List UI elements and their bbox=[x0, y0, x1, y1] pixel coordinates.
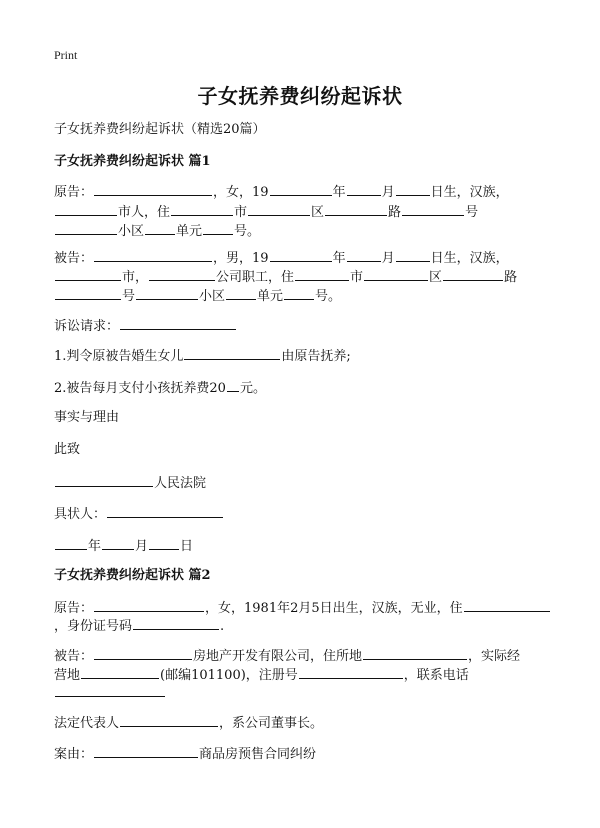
blank-field bbox=[226, 285, 256, 300]
blank-field bbox=[55, 201, 117, 216]
blank-field bbox=[145, 220, 175, 235]
blank-field bbox=[443, 266, 503, 281]
blank-field bbox=[102, 535, 134, 550]
blank-field bbox=[402, 201, 464, 216]
s1-defendant-line2: 市， 公司职工，住 市 区 路 bbox=[54, 266, 517, 288]
blank-field bbox=[94, 181, 212, 196]
blank-field bbox=[396, 181, 430, 196]
s1-plaintiff-line1: 原告： ，女，19 年 月 日生，汉族， bbox=[54, 181, 509, 203]
s1-date-line: 年 月 日 bbox=[54, 535, 193, 557]
s1-claims-line bbox=[54, 315, 237, 337]
blank-field bbox=[149, 535, 179, 550]
s1-salute: 此致 bbox=[54, 442, 81, 457]
blank-field bbox=[363, 645, 467, 660]
blank-field bbox=[55, 285, 121, 300]
blank-field bbox=[55, 220, 117, 235]
blank-field bbox=[347, 181, 381, 196]
s1-plaintiff-label: 原告： bbox=[54, 185, 94, 200]
s1-claim1: 1.判令原被告婚生女儿 由原告抚养; bbox=[54, 345, 351, 367]
document-title: 子女抚养费纠纷起诉状 bbox=[197, 84, 403, 108]
blank-field bbox=[171, 201, 233, 216]
s2-defendant-line3 bbox=[54, 682, 166, 704]
blank-field bbox=[347, 247, 381, 262]
s2-rep-line: 法定代表人 ，系公司董事长。 bbox=[54, 712, 323, 734]
s1-defendant-label: 被告： bbox=[54, 251, 94, 266]
s2-defendant-line1: 被告： 房地产开发有限公司，住所地 ，实际经 bbox=[54, 645, 520, 667]
blank-field bbox=[120, 712, 218, 727]
blank-field bbox=[81, 664, 159, 679]
blank-field bbox=[203, 220, 233, 235]
intro-line: 子女抚养费纠纷起诉状（精选20篇） bbox=[54, 122, 266, 137]
blank-field bbox=[396, 247, 430, 262]
print-label[interactable]: Print bbox=[54, 48, 78, 62]
blank-field bbox=[149, 266, 215, 281]
blank-field bbox=[94, 645, 192, 660]
blank-field bbox=[364, 266, 428, 281]
blank-field bbox=[299, 664, 403, 679]
claims-label: 诉讼请求： bbox=[54, 319, 120, 334]
blank-field bbox=[295, 266, 349, 281]
s1-court-line: 人民法院 bbox=[54, 472, 206, 494]
blank-field bbox=[325, 201, 387, 216]
blank-field bbox=[55, 535, 87, 550]
blank-field bbox=[284, 285, 314, 300]
blank-field bbox=[94, 247, 212, 262]
blank-field bbox=[55, 472, 153, 487]
s1-signer-line: 具状人： bbox=[54, 503, 224, 525]
blank-field bbox=[464, 597, 550, 612]
blank-field bbox=[248, 201, 310, 216]
section2-heading: 子女抚养费纠纷起诉状 篇2 bbox=[54, 568, 211, 583]
blank-field bbox=[94, 597, 204, 612]
blank-field bbox=[55, 266, 121, 281]
s1-claim2: 2.被告每月支付小孩抚养费20 元。 bbox=[54, 377, 266, 399]
s1-facts: 事实与理由 bbox=[54, 410, 120, 425]
blank-field bbox=[136, 285, 198, 300]
s2-plaintiff-line1: 原告： ，女，1981年2月5日出生，汉族，无业，住 bbox=[54, 597, 551, 619]
s1-plaintiff-line2: 市人，住 市 区 路 号 bbox=[54, 201, 478, 223]
section1-heading: 子女抚养费纠纷起诉状 篇1 bbox=[54, 154, 211, 169]
blank-field bbox=[133, 615, 219, 630]
s2-defendant-line2: 营地 (邮编101100)，注册号 ，联系电话 bbox=[54, 664, 469, 686]
s2-case-line: 案由： 商品房预售合同纠纷 bbox=[54, 743, 316, 765]
blank-field bbox=[184, 345, 280, 360]
s1-defendant-line1: 被告： ，男，19 年 月 日生，汉族， bbox=[54, 247, 509, 269]
s1-plaintiff-line3: 小区 单元 号。 bbox=[54, 220, 260, 242]
blank-field bbox=[270, 181, 332, 196]
blank-field bbox=[270, 247, 332, 262]
blank-field bbox=[227, 377, 239, 392]
blank-field bbox=[107, 503, 223, 518]
s2-plaintiff-line2: ，身份证号码 . bbox=[54, 615, 224, 637]
blank-field bbox=[120, 315, 236, 330]
s1-defendant-line3: 号 小区 单元 号。 bbox=[54, 285, 341, 307]
blank-field bbox=[55, 682, 165, 697]
blank-field bbox=[94, 743, 198, 758]
